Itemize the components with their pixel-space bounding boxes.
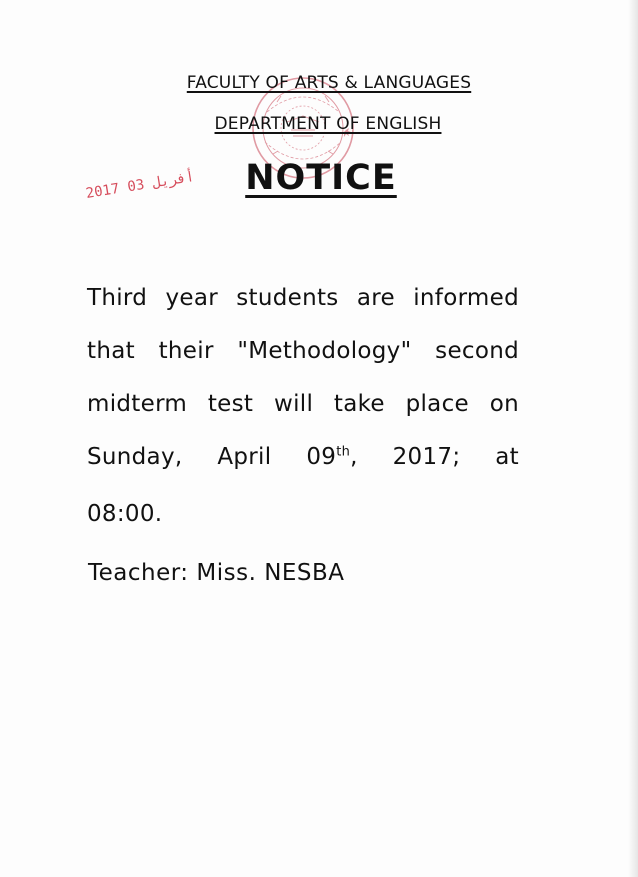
word: second (435, 338, 519, 364)
notice-body-line-4 (87, 444, 519, 470)
word: year (165, 285, 218, 311)
exam-date (306, 444, 460, 470)
word: students (236, 285, 339, 311)
word: on (489, 391, 519, 417)
exam-year: , 2017; (350, 444, 461, 470)
notice-body-line-1 (87, 285, 519, 311)
word: that (87, 338, 135, 364)
word: are (356, 285, 395, 311)
word: midterm (87, 391, 188, 417)
exam-day-number: 09 (306, 444, 337, 470)
word: "Methodology" (237, 338, 412, 364)
word: their (158, 338, 214, 364)
word: place (405, 391, 469, 417)
notice-body-line-3 (87, 391, 519, 417)
word: Third (87, 285, 148, 311)
exam-day: Sunday, (87, 444, 183, 470)
teacher-signature-line: Teacher: Miss. NESBA (88, 560, 345, 586)
faculty-heading: FACULTY OF ARTS & LANGUAGES (186, 73, 472, 93)
exam-month: April (217, 444, 272, 470)
notice-title: NOTICE (245, 158, 397, 198)
word: take (333, 391, 385, 417)
department-heading: DEPARTMENT OF ENGLISH (214, 114, 442, 134)
word: at (495, 444, 519, 470)
exam-day-suffix: th (336, 444, 351, 460)
exam-time: 08:00. (87, 501, 163, 527)
word: informed (413, 285, 519, 311)
word: test (207, 391, 254, 417)
received-date-stamp: 2017 أفريل 03 (84, 168, 196, 202)
word: will (273, 391, 314, 417)
notice-body-line-2 (87, 338, 519, 364)
